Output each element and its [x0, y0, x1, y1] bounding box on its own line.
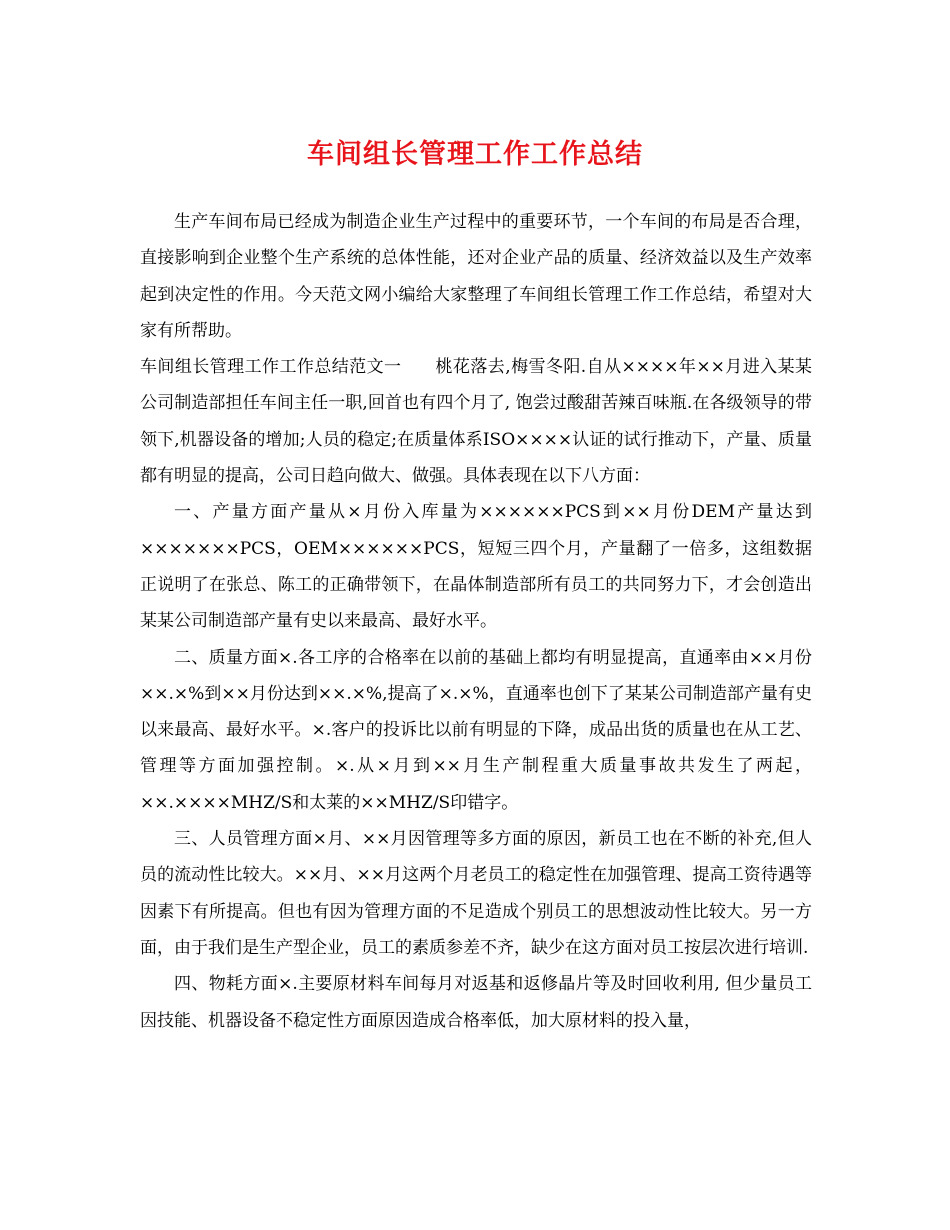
section-quality: 二、质量方面×.各工序的合格率在以前的基础上都均有明显提高，直通率由××月份××.×%到××月份达到××.×%,提高了×.×%，直通率也创下了某某公司制造部产量有史以来最高、最好水平。×.客户的投诉比以前有明显的下降，成品出货的质量也在从工艺、管理等方面加强控制。×.从×月到××月生产制程重大质量事故共发生了两起，××.××××MHZ/S和太莱的××MHZ/S印错字。: [140, 647, 812, 813]
section-personnel: 三、人员管理方面×月、××月因管理等多方面的原因，新员工也在不断的补充,但人员的流动性比较大。××月、××月这两个月老员工的稳定性在加强管理、提高工资待遇等因素下有所提高。但也有因为管理方面的不足造成个别员工的思想波动性比较大。另一方面，由于我们是生产型企业，员工的素质参差不齐，缺少在这方面对员工按层次进行培训.: [140, 829, 812, 958]
document-body: [140, 204, 812, 1039]
section-output: 一、产量方面产量从×月份入库量为××××××PCS到××月份DEM产量达到×××××××PCS，OEM××××××PCS，短短三四个月，产量翻了一倍多，这组数据正说明了在张总、陈工的正确带领下，在晶体制造部所有员工的共同努力下，才会创造出某某公司制造部产量有史以来最高、最好水平。: [140, 502, 812, 632]
section-materials: 四、物耗方面×.主要原材料车间每月对返基和返修晶片等及时回收利用, 但少量员工因技能、机器设备不稳定性方面原因造成合格率低，加大原材料的投入量，: [140, 974, 812, 1031]
sample-title: 车间组长管理工作工作总结范文一: [140, 357, 402, 378]
document-title: 车间组长管理工作工作总结: [307, 139, 643, 170]
sample-paragraph: [140, 349, 812, 494]
intro-paragraph: 生产车间布局已经成为制造企业生产过程中的重要环节，一个车间的布局是否合理，直接影响到企业整个生产系统的总体性能，还对企业产品的质量、经济效益以及生产效率起到决定性的作用。今天范文网小编给大家整理了车间组长管理工作工作总结，希望对大家有所帮助。: [140, 212, 812, 341]
sample-lead-text: 桃花落去,梅雪冬阳.自从××××年××月进入某某公司制造部担任车间主任一职,回首也有四个月了, 饱尝过酸甜苦辣百味瓶.在各级领导的带领下,机器设备的增加;人员的稳定;在质量体系ISO××××认证的试行推动下，产量、质量都有明显的提高，公司日趋向做大、做强。具体表现在以下八方面：: [140, 357, 812, 487]
